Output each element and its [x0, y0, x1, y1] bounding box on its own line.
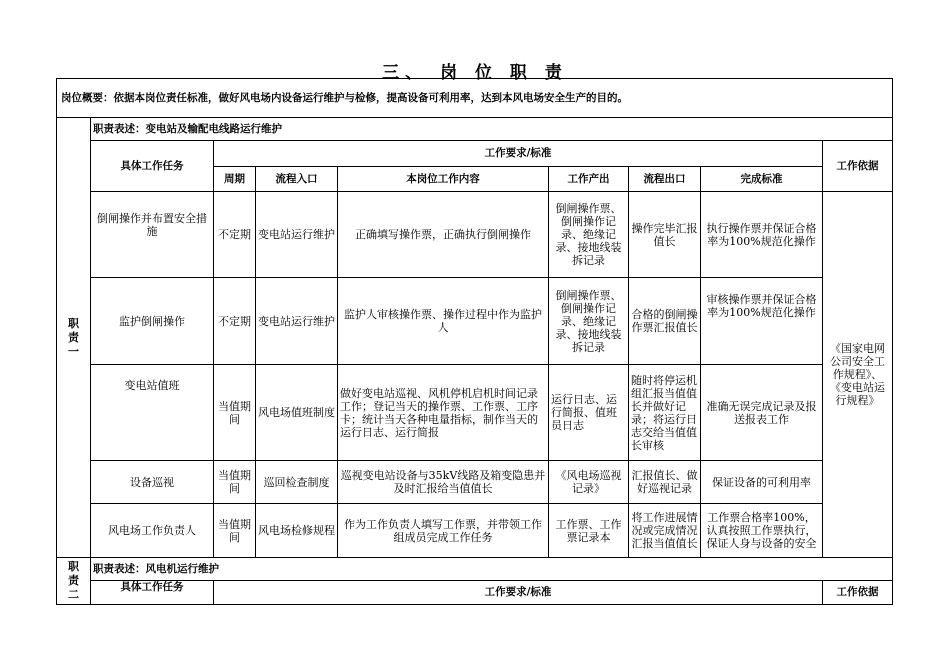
duty-one-statement: 职责表述：变电站及输配电线路运行维护 [91, 118, 893, 141]
period-cell: 当值期间 [214, 365, 256, 461]
table-row [57, 504, 893, 558]
duty-statement-row [57, 118, 893, 141]
header-output: 工作产出 [549, 167, 629, 192]
header-row-1 [57, 581, 893, 605]
output-cell: 倒闸操作票、倒闸操作记录、绝缘记录、接地线装拆记录 [549, 278, 629, 365]
summary-row [57, 79, 893, 118]
standard-cell: 执行操作票并保证合格率为100%规范化操作 [701, 192, 823, 278]
header-period: 周期 [214, 167, 256, 192]
header-row-1 [57, 141, 893, 167]
table-row [57, 278, 893, 365]
duty-one-label: 职 责 一 [57, 118, 91, 558]
header-requirements: 工作要求/标准 [214, 581, 823, 605]
standard-cell: 准确无误完成记录及报送报表工作 [701, 365, 823, 461]
page-title: 三、 岗 位 职 责 [382, 63, 568, 83]
period-cell: 不定期 [214, 278, 256, 365]
basis-cell: 《国家电网公司安全工作规程》、《变电站运行规程》 [823, 192, 893, 558]
content-cell: 巡视变电站设备与35kV线路及箱变隐患并及时汇报给当值值长 [338, 461, 549, 504]
table-row [57, 365, 893, 461]
exit-cell: 操作完毕汇报值长 [629, 192, 701, 278]
entry-cell: 变电站运行维护 [256, 278, 338, 365]
standard-cell: 审核操作票并保证合格率为100%规范化操作 [701, 278, 823, 365]
header-task: 具体工作任务 [91, 141, 214, 192]
entry-cell: 风电场检修规程 [256, 504, 338, 558]
header-exit: 流程出口 [629, 167, 701, 192]
period-cell: 当值期间 [214, 504, 256, 558]
header-basis: 工作依据 [823, 141, 893, 192]
task-cell: 监护倒闸操作 [91, 278, 214, 365]
output-cell: 倒闸操作票、倒闸操作记录、绝缘记录、接地线装拆记录 [549, 192, 629, 278]
header-content: 本岗位工作内容 [338, 167, 549, 192]
header-standard: 完成标准 [701, 167, 823, 192]
exit-cell: 随时将停运机组汇报当值值长并做好记录；将运行日志交给当值值长审核 [629, 365, 701, 461]
task-cell: 变电站值班 [91, 365, 214, 461]
task-cell: 倒闸操作并布置安全措施 [91, 192, 214, 278]
content-cell: 监护人审核操作票、操作过程中作为监护人 [338, 278, 549, 365]
entry-cell: 风电场值班制度 [256, 365, 338, 461]
exit-cell: 合格的倒闸操作票汇报值长 [629, 278, 701, 365]
header-entry: 流程入口 [256, 167, 338, 192]
standard-cell: 工作票合格率100%，认真按照工作票执行，保证人身与设备的安全 [701, 504, 823, 558]
output-cell: 工作票、工作票记录本 [549, 504, 629, 558]
table-row [57, 192, 893, 278]
exit-cell: 汇报值长、做好巡视记录 [629, 461, 701, 504]
standard-cell: 保证设备的可利用率 [701, 461, 823, 504]
task-cell: 风电场工作负责人 [91, 504, 214, 558]
period-cell: 当值期间 [214, 461, 256, 504]
header-requirements: 工作要求/标准 [214, 141, 823, 167]
entry-cell: 巡回检查制度 [256, 461, 338, 504]
table-row [57, 461, 893, 504]
header-task: 具体工作任务 [91, 581, 214, 605]
output-cell: 运行日志、运行简报、值班员日志 [549, 365, 629, 461]
duty-two-statement: 职责表述：风电机运行维护 [91, 558, 893, 581]
duty-statement-row [57, 558, 893, 581]
duty-two-label: 职 责 二 [57, 558, 91, 605]
header-basis: 工作依据 [823, 581, 893, 605]
output-cell: 《风电场巡视记录》 [549, 461, 629, 504]
content-cell: 做好变电站巡视、风机停机启机时间记录工作；登记当天的操作票、工作票、工序卡；统计当天各种电量指标，制作当天的运行日志、运行简报 [338, 365, 549, 461]
task-cell: 设备巡视 [91, 461, 214, 504]
period-cell: 不定期 [214, 192, 256, 278]
content-cell: 作为工作负责人填写工作票，并带领工作组成员完成工作任务 [338, 504, 549, 558]
exit-cell: 将工作进展情况或完成情况汇报当值值长 [629, 504, 701, 558]
job-summary: 岗位概要：依据本岗位责任标准，做好风电场内设备运行维护与检修，提高设备可利用率，达到本风电场安全生产的目的。 [57, 79, 893, 118]
entry-cell: 变电站运行维护 [256, 192, 338, 278]
job-duties-table [56, 78, 893, 605]
content-cell: 正确填写操作票，正确执行倒闸操作 [338, 192, 549, 278]
